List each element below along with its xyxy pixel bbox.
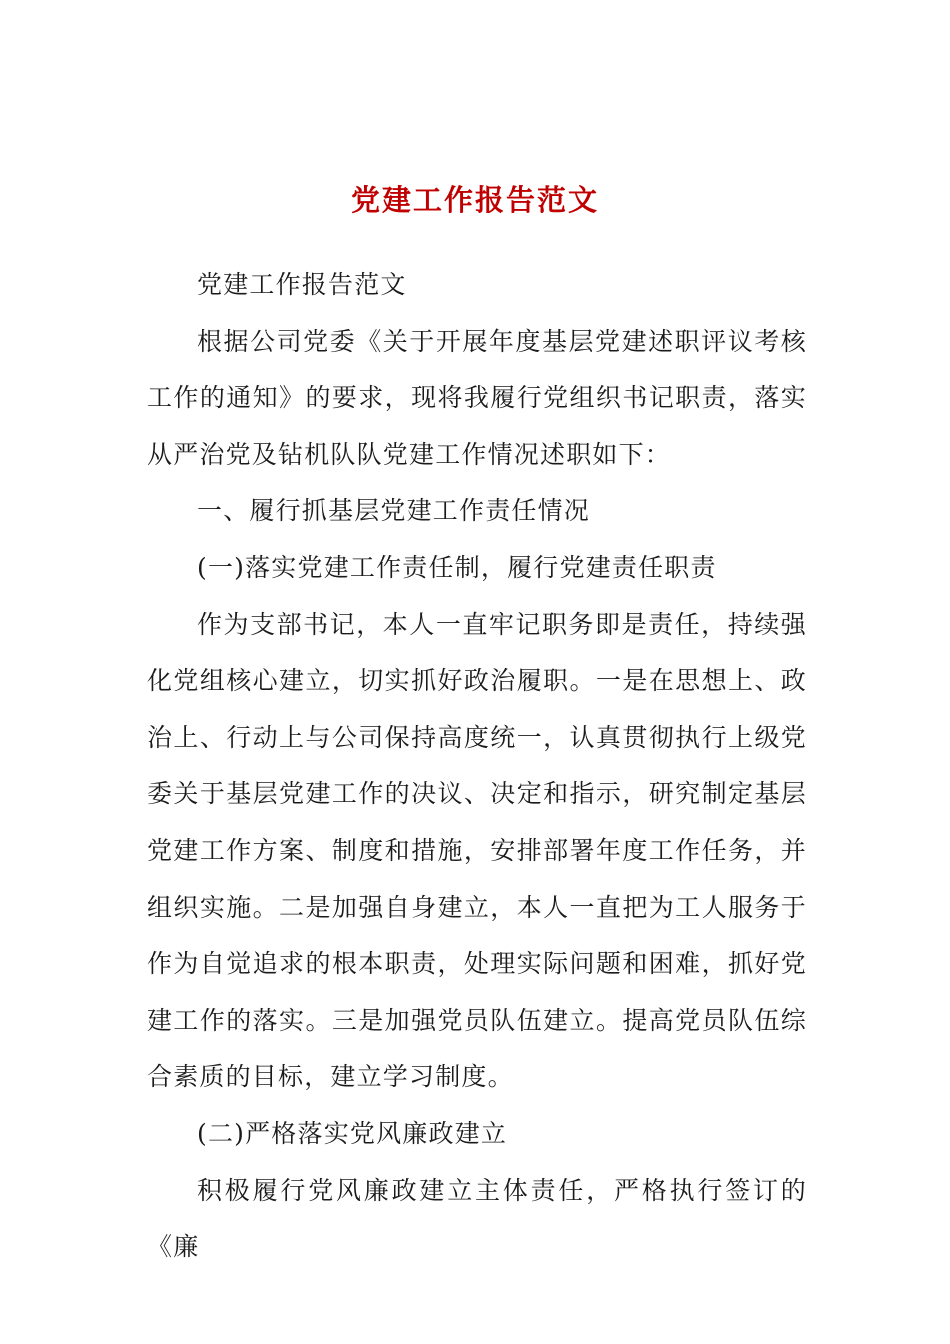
- section-heading-1: 一、履行抓基层党建工作责任情况: [197, 496, 591, 526]
- subsection-heading-2: (二)严格落实党风廉政建立: [197, 1118, 508, 1148]
- paragraph-intro: 根据公司党委《关于开展年度基层党建述职评议考核工作的通知》的要求，现将我履行党组织书记职责，落实从严治党及钻机队队党建工作情况述职如下：: [147, 326, 807, 469]
- paragraph-subtitle: 党建工作报告范文: [197, 270, 407, 299]
- document-title: 党建工作报告范文: [350, 183, 599, 217]
- paragraph-integrity: 积极履行党风廉政建立主体责任，严格执行签订的《廉: [147, 1175, 807, 1262]
- document-body: [147, 257, 807, 1276]
- paragraph-responsibility: 作为支部书记，本人一直牢记职务即是责任，持续强化党组核心建立，切实抓好政治履职。一是在思想上、政治上、行动上与公司保持高度统一，认真贯彻执行上级党委关于基层党建工作的决议、决定和指示，研究制定基层党建工作方案、制度和措施，安排部署年度工作任务，并组织实施。二是加强自身建立，本人一直把为工人服务于作为自觉追求的根本职责，处理实际问题和困难，抓好党建工作的落实。三是加强党员队伍建立。提高党员队伍综合素质的目标，建立学习制度。: [147, 609, 807, 1092]
- subsection-heading-1: (一)落实党建工作责任制，履行党建责任职责: [197, 552, 717, 582]
